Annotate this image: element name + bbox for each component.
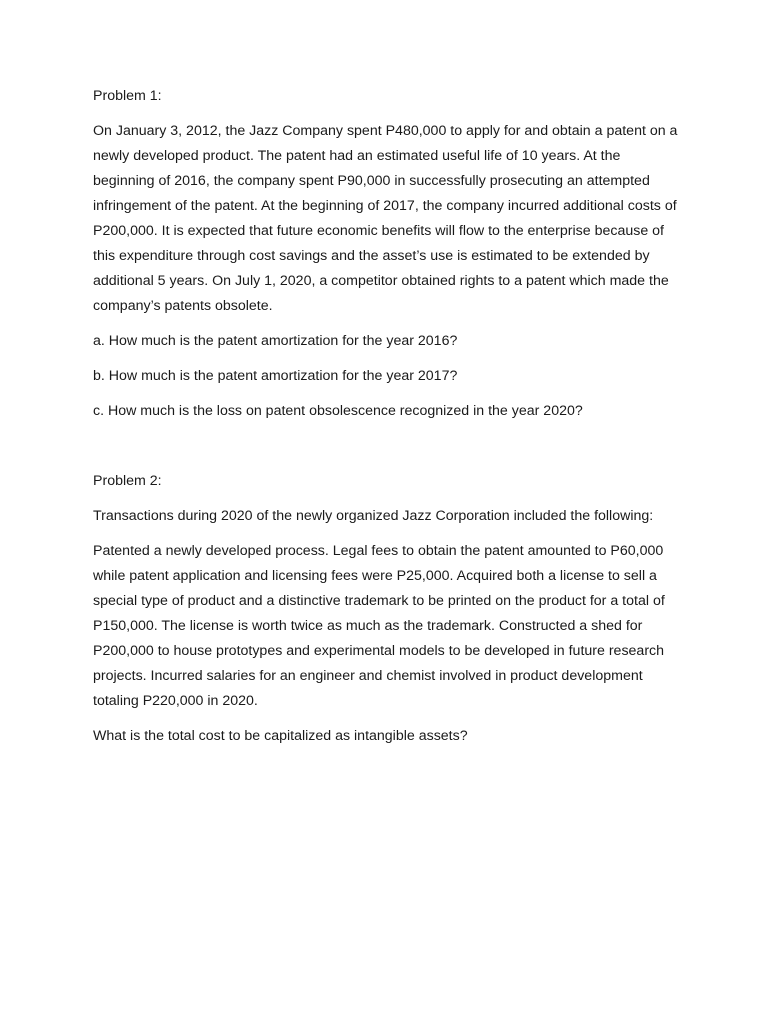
section-spacer: [93, 434, 683, 469]
problem-1-question-a: a. How much is the patent amortization for the year 2016?: [93, 333, 458, 349]
problem-1-question-b: b. How much is the patent amortization for the year 2017?: [93, 368, 458, 384]
problem-2-question: What is the total cost to be capitalized as intangible assets?: [93, 728, 468, 744]
problem-2-heading: Problem 2:: [93, 473, 162, 489]
problem-1-heading: Problem 1:: [93, 88, 162, 104]
problem-2: [93, 469, 683, 749]
document-page: [93, 84, 683, 759]
problem-2-intro: Transactions during 2020 of the newly organized Jazz Corporation included the following:: [93, 508, 654, 524]
problem-1-paragraph: On January 3, 2012, the Jazz Company spent P480,000 to apply for and obtain a patent on a newly developed product. The patent had an estimated useful life of 10 years. At the beginning of 2016, the company spent P90,000 in successfully prosecuting an attempted infringement of the patent. At the beginning of 2017, the company incurred additional costs of P200,000. It is expected that future economic benefits will flow to the enterprise because of this expenditure through cost savings and the asset’s use is estimated to be extended by additional 5 years. On July 1, 2020, a competitor obtained rights to a patent which made the company’s patents obsolete.: [93, 123, 678, 314]
problem-1: [93, 84, 683, 424]
problem-1-question-c: c. How much is the loss on patent obsolescence recognized in the year 2020?: [93, 403, 583, 419]
problem-2-paragraph: Patented a newly developed process. Legal fees to obtain the patent amounted to P60,000 while patent application and licensing fees were P25,000. Acquired both a license to sell a special type of product and a distinctive trademark to be printed on the product for a total of P150,000. The license is worth twice as much as the trademark. Constructed a shed for P200,000 to house prototypes and experimental models to be developed in future research projects. Incurred salaries for an engineer and chemist involved in product development totaling P220,000 in 2020.: [93, 543, 665, 709]
